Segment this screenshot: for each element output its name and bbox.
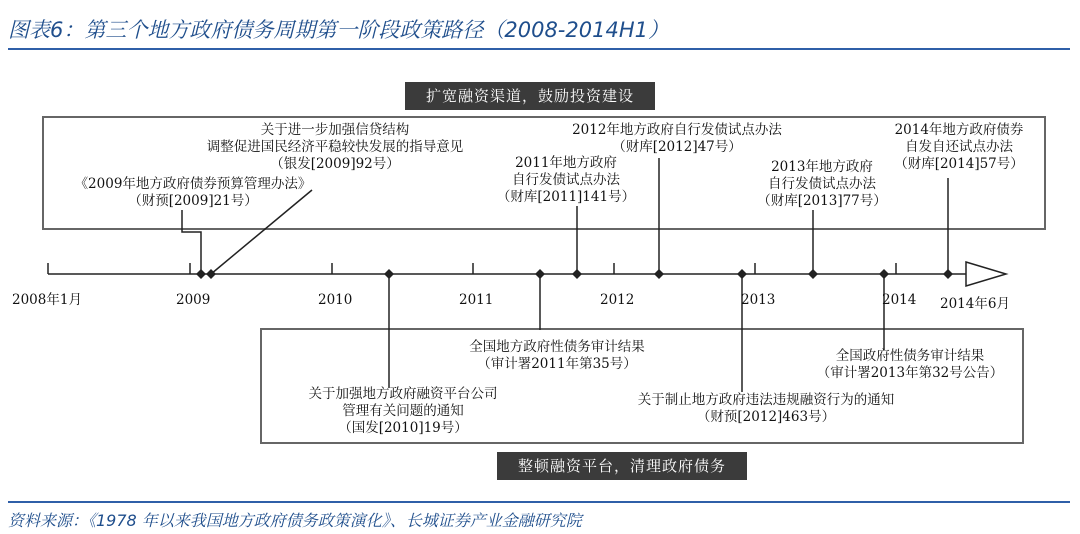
bottom-event-label: 关于制止地方政府违法违规融资行为的通知 （财预[2012]463号） bbox=[637, 392, 895, 425]
axis-year-label: 2013 bbox=[741, 292, 776, 308]
event-marker bbox=[808, 269, 818, 279]
event-marker bbox=[737, 269, 747, 279]
figure-title: 图表6：第三个地方政府债务周期第一阶段政策路径（2008-2014H1） bbox=[8, 18, 669, 42]
axis-year-label: 2010 bbox=[318, 292, 353, 308]
connector-top-1 bbox=[182, 210, 201, 274]
bottom-event-label: 全国政府性债务审计结果 （审计署2013年第32号公告） bbox=[816, 348, 1004, 381]
event-marker bbox=[879, 269, 889, 279]
top-event-label: 2012年地方政府自行发债试点办法 （财库[2012]47号） bbox=[572, 122, 782, 155]
bottom-banner: 整顿融资平台，清理政府债务 bbox=[497, 452, 747, 480]
event-marker bbox=[196, 269, 206, 279]
event-marker bbox=[572, 269, 582, 279]
timeline-arrow bbox=[966, 262, 1006, 286]
event-marker bbox=[943, 269, 953, 279]
top-event-label: 2011年地方政府 自行发债试点办法 （财库[2011]141号） bbox=[496, 155, 636, 205]
axis-year-label: 2012 bbox=[600, 292, 635, 308]
event-marker bbox=[654, 269, 664, 279]
top-event-label: 2013年地方政府 自行发债试点办法 （财库[2013]77号） bbox=[757, 159, 887, 209]
axis-start-label: 2008年1月 bbox=[12, 292, 82, 308]
bottom-event-label: 全国地方政府性债务审计结果 （审计署2011年第35号） bbox=[469, 339, 645, 372]
axis-year-label: 2011 bbox=[459, 292, 494, 308]
bottom-event-label: 关于加强地方政府融资平台公司 管理有关问题的通知 （国发[2010]19号） bbox=[308, 386, 498, 436]
top-event-label: 2014年地方政府债券 自发自还试点办法 （财库[2014]57号） bbox=[894, 122, 1024, 172]
top-banner: 扩宽融资渠道，鼓励投资建设 bbox=[405, 82, 655, 110]
event-marker bbox=[535, 269, 545, 279]
top-event-label: 《2009年地方政府债券预算管理办法》 （财预[2009]21号） bbox=[74, 176, 312, 209]
source-note: 资料来源：《1978 年以来我国地方政府债务政策演化》、长城证券产业金融研究院 bbox=[8, 511, 582, 530]
top-event-label: 关于进一步加强信贷结构 调整促进国民经济平稳较快发展的指导意见 （银发[2009]92号） bbox=[206, 122, 464, 172]
source-rule bbox=[8, 501, 1070, 503]
axis-end-label: 2014年6月 bbox=[940, 296, 1010, 312]
event-marker bbox=[384, 269, 394, 279]
axis-year-label: 2014 bbox=[882, 292, 917, 308]
axis-year-label: 2009 bbox=[176, 292, 211, 308]
